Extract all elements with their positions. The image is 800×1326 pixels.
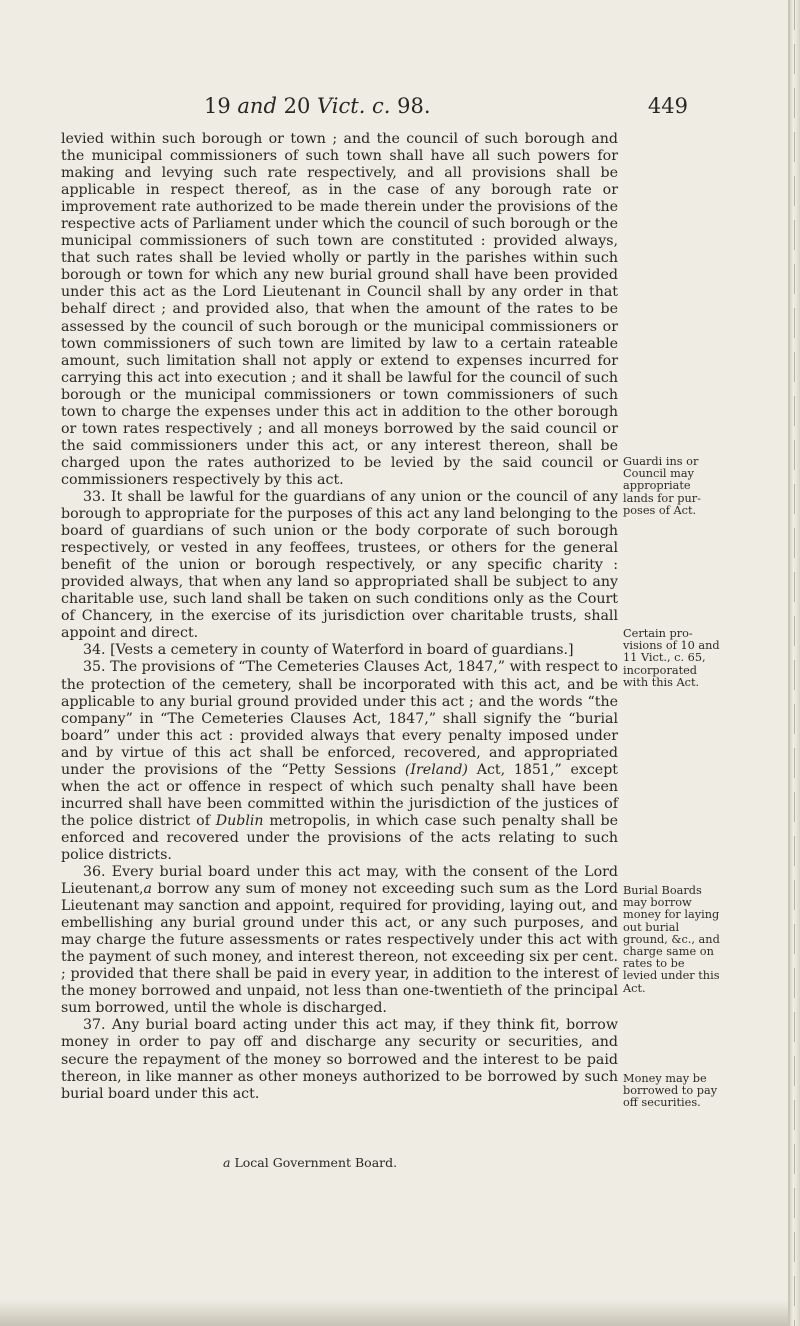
- margin-note-guardians: Guardi ins or Council may appropriate lands for pur-poses of Act.: [623, 455, 701, 517]
- section-37: 37. Any burial board acting under this act may, if they think fit, borrow money in order to pay off and discharge any security or securities, and secure the repayment of the money so borrowed and the interest to be paid thereon, in like manner as other moneys authorized to be borrowed by such burial board under this act.: [61, 1017, 618, 1102]
- section-35: 35. The provisions of “The Cemeteries Clauses Act, 1847,” with respect to the protection of the cemetery, shall be incorporated with this act, and be applicable to any burial ground provided under this act ; and the words “the company” in “The Cemeteries Clauses Act, 1847,” shall signify the “burial board” under this act : provided always that every penalty imposed under and by virtue of this act shall be enforced, recovered, and appropriated under the provisions of the “Petty Sessions (Ireland) Act, 1851,” except when the act or offence in respect of which such penalty shall have been incurred shall have been committed within the jurisdiction of the justices of the police district of Dublin metropolis, in which case such penalty shall be enforced and recovered under the provisions of the acts relating to such police districts.: [61, 659, 618, 863]
- section-34: 34. [Vests a cemetery in county of Waterford in board of guardians.]: [83, 642, 574, 659]
- page-title: 19 and 20 Vict. c. 98.: [204, 94, 431, 118]
- footnote-text: Local Government Board.: [234, 1155, 398, 1170]
- page-stack-edge: [790, 0, 800, 1326]
- margin-note-cemeteries: Certain pro-visions of 10 and 11 Vict., c. 65, incorporated with this Act.: [623, 627, 720, 689]
- paragraph-continuation: levied within such borough or town ; and the council of such borough and the municipal commissioners of such town shall have all such powers for making and levying such rate respectively, and all provisions shall be applicable in respect thereof, as in the case of any borough rate or improvement rate authorized to be made therein under the provisions of the respective acts of Parliament under which the council of such borough or the municipal commissioners of such town are constituted : provided always, that such rates shall be levied wholly or partly in the parishes within such borough or town for which any new burial ground shall have been provided under this act as the Lord Lieutenant in Council shall by any order in that behalf direct ; and provided also, that when the amount of the rates to be assessed by the council of such borough or the municipal commissioners or town commissioners of such town are limited by law to a certain rateable amount, such limitation shall not apply or extend to expenses incurred for carrying this act into execution ; and it shall be lawful for the council of such borough or the municipal commissioners or town commissioners of such town to charge the expenses under this act in addition to the other borough or town rates respectively ; and all moneys borrowed by the said council or the said commissioners under this act, or any interest thereon, shall be charged upon the rates authorized to be levied by the said council or commissioners respectively by this act.: [61, 131, 618, 488]
- section-36: 36. Every burial board under this act may, with the consent of the Lord Lieutenant,a borrow any sum of money not exceeding such sum as the Lord Lieutenant may sanction and appoint, required for providing, laying out, and embellishing any burial ground under this act, or any such purposes, and may charge the future assessments or rates respectively under this act with the payment of such money, and interest thereon, not exceeding six per cent. ; provided that there shall be paid in every year, in addition to the interest of the money borrowed and unpaid, not less than one-twentieth of the principal sum borrowed, until the whole is discharged.: [61, 864, 618, 1017]
- margin-note-money: Money may be borrowed to pay off securities.: [623, 1072, 718, 1110]
- footnote: [223, 1155, 397, 1170]
- page-bottom-shadow: [0, 1300, 790, 1326]
- margin-note-burial-boards: Burial Boards may borrow money for laying out burial ground, &c., and charge same on rates to be levied under this Act.: [623, 884, 720, 995]
- section-33: 33. It shall be lawful for the guardians of any union or the council of any borough to appropriate for the purposes of this act any land belonging to the board of guardians of such union or the body corporate of such borough respectively, or vested in any feoffees, trustees, or others for the general benefit of the union or borough respectively, or any specific charity : provided always, that when any land so appropriated shall be subject to any charitable use, such land shall be taken on such conditions only as the Court of Chancery, in the exercise of its jurisdiction over charitable trusts, shall appoint and direct.: [61, 488, 618, 642]
- statute-body: [61, 131, 618, 1103]
- running-head: [132, 93, 688, 119]
- footnote-symbol: a: [223, 1155, 231, 1170]
- page-number: 449: [647, 94, 688, 118]
